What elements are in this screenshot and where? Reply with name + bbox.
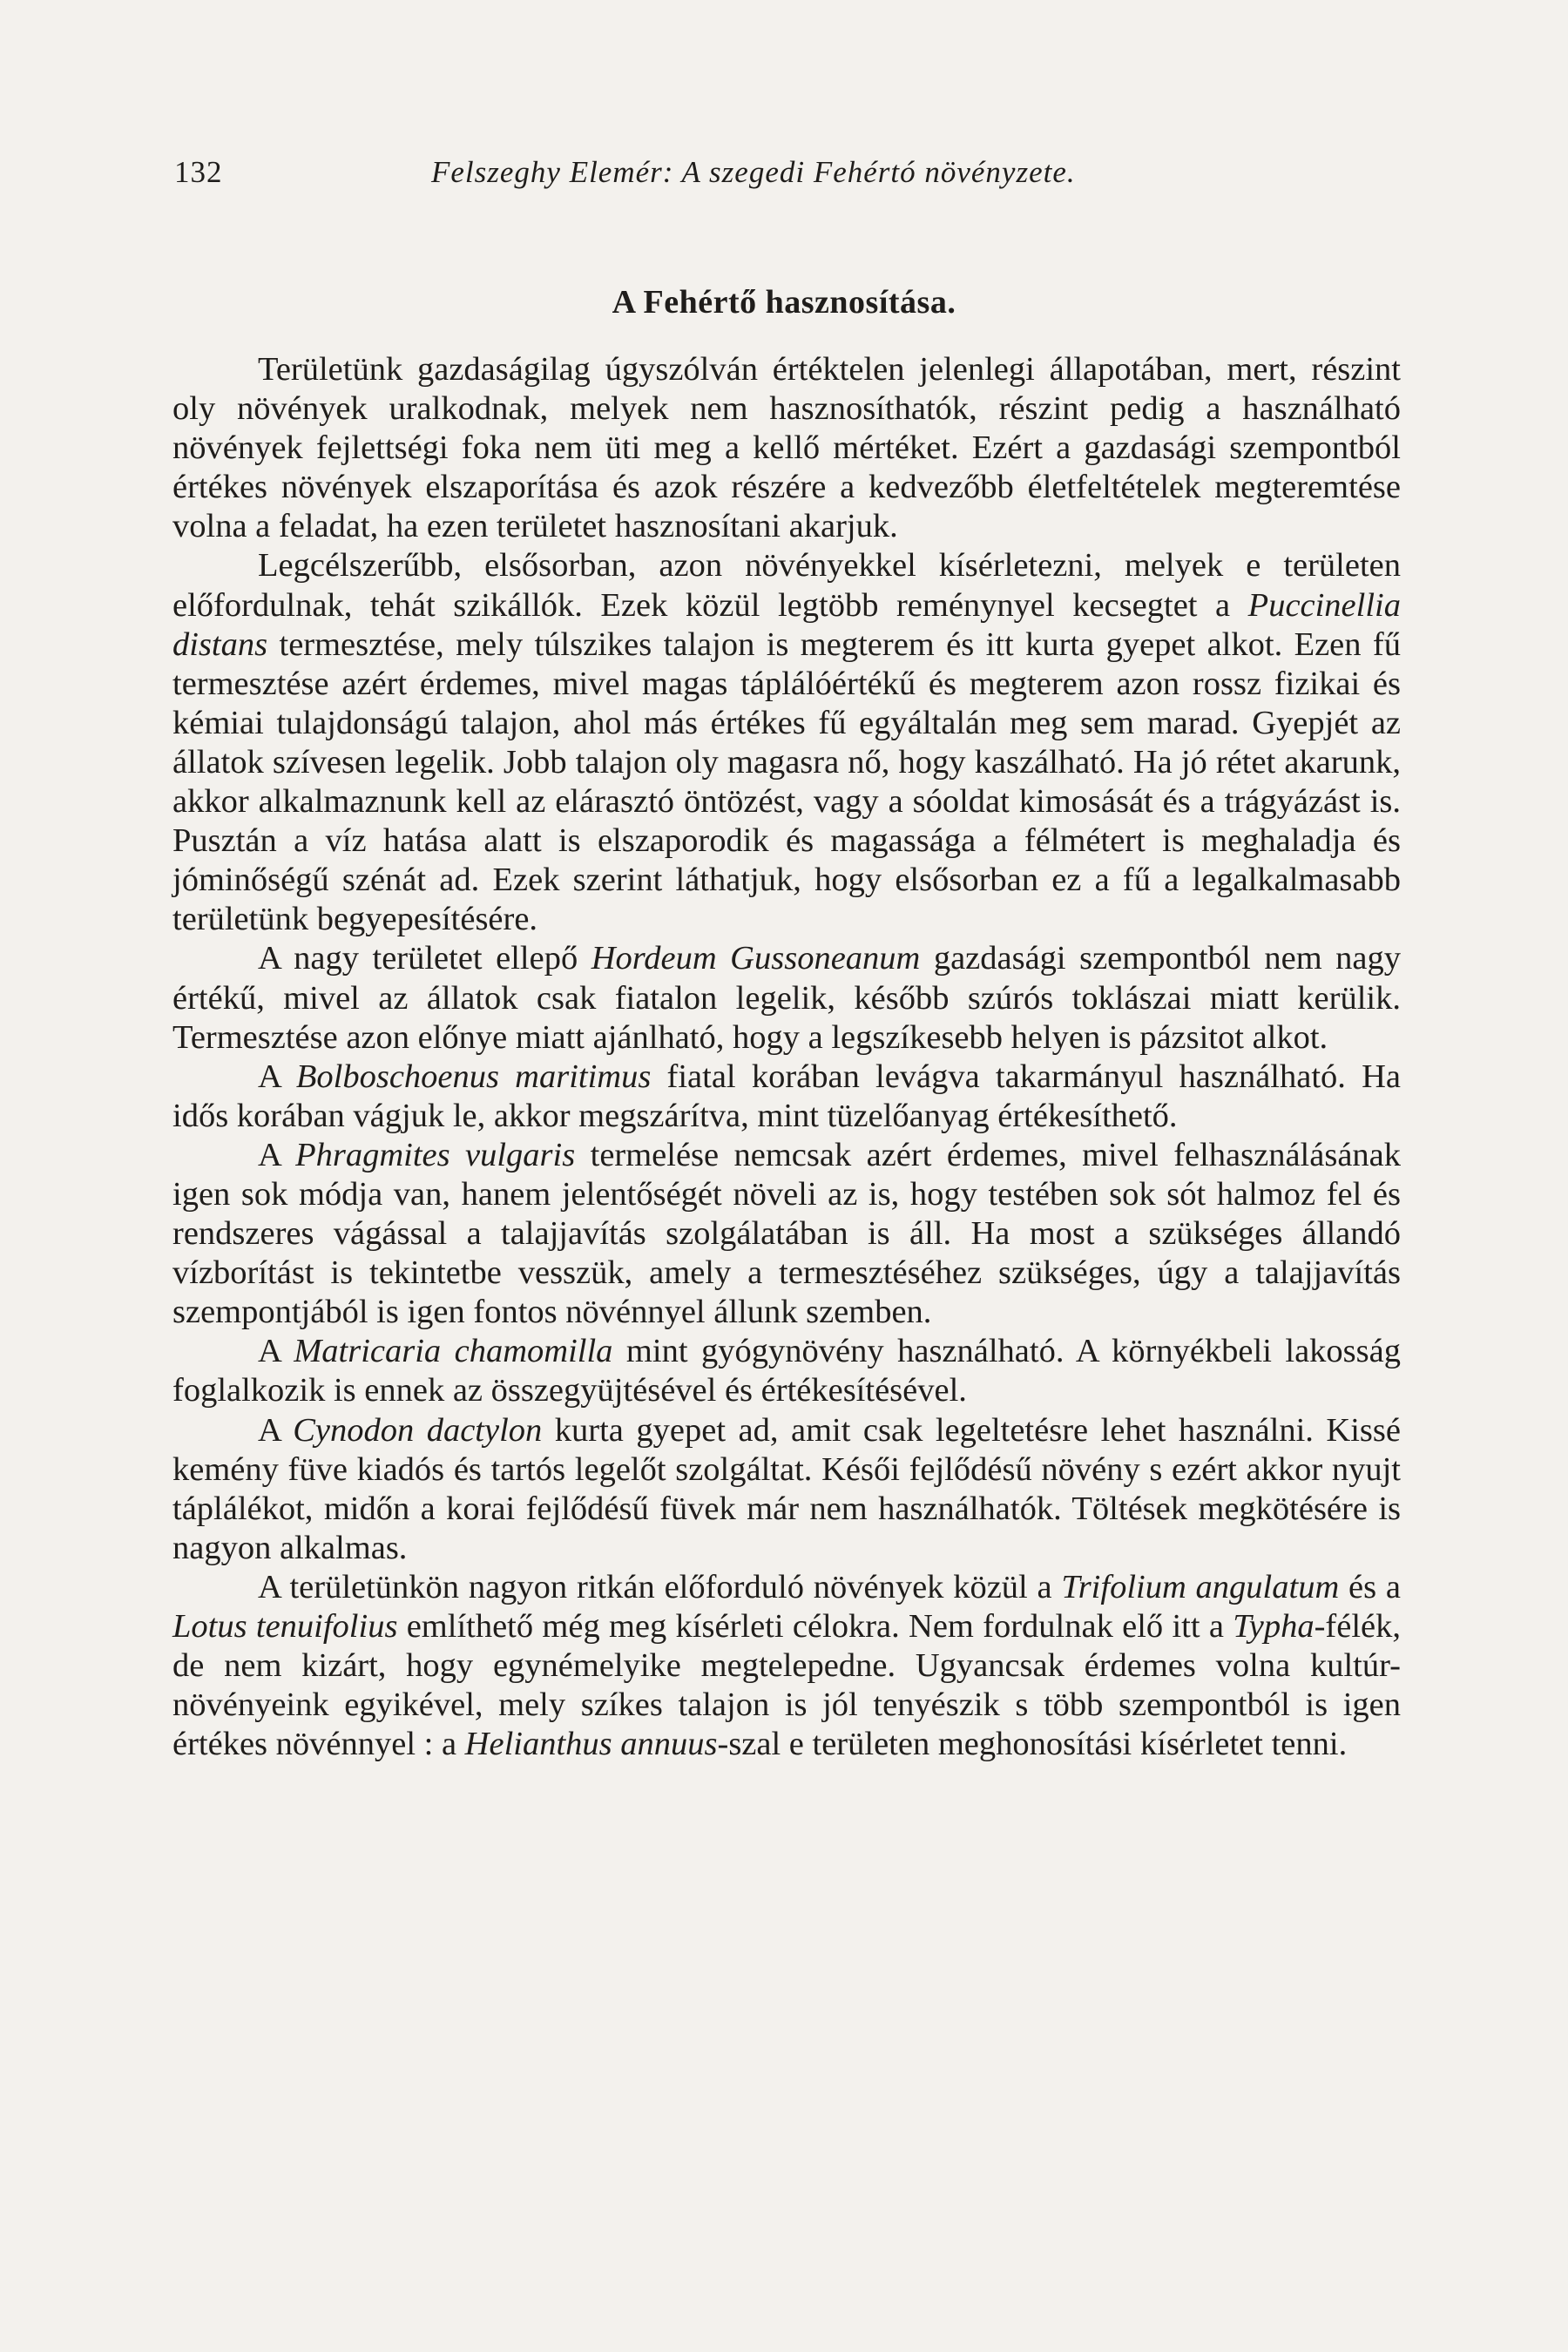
species-name: Typha: [1233, 1608, 1315, 1645]
paragraph: [172, 1058, 1401, 1136]
species-name: Matricaria chamomilla: [294, 1333, 613, 1370]
paragraph: [172, 1568, 1401, 1764]
article-body: [172, 350, 1401, 1764]
species-name: Bolboschoenus maritimus: [295, 1058, 652, 1095]
text-segment: termesztése, mely túlszikes talajon is megterem és itt kurta gyepet alkot. Ezen fű termesztése azért érdemes, mivel magas táplálóértékű és megterem azon rossz fizikai és kémiai tulajdonságú talajon, ahol más értékes fű egyáltalán meg sem marad. Gyepjét az állatok szívesen legelik. Jobb talajon oly magasra nő, hogy kaszálható. Ha jó rétet akarunk, akkor alkalmaznunk kell az elárasztó öntözést, vagy a sóoldat kimosását és a trágyázást is. Pusztán a víz hatása alatt is elszaporodik és magassága a félmétert is meghaladja és jóminőségű szénát ad. Ezek szerint láthatjuk, hogy elsősorban ez a fű a legalkalmasabb területünk begyepesítésére.: [172, 625, 1401, 938]
text-segment: -félék, de nem kizárt, hogy egynémelyike megtelepedne. Ugyancsak érdemes volna kultúr-növényeink egyikével, mely szíkes talajon is jól tenyészik s több szempontból is igen értékes növénnyel : a: [172, 1608, 1401, 1763]
paragraph: [172, 1411, 1401, 1568]
species-name: Cynodon dactylon: [293, 1411, 543, 1449]
text-segment: mint gyógynövény használható. A környékbeli lakosság foglalkozik is ennek az összegyüjtésével és értékesítésével.: [172, 1333, 1401, 1409]
text-segment: A: [258, 1333, 294, 1370]
running-title: Felszeghy Elemér: A szegedi Fehértó növényzete.: [431, 155, 1076, 189]
species-name: Hordeum Gussoneanum: [591, 940, 921, 977]
species-name: Phragmites vulgaris: [295, 1136, 576, 1173]
text-segment: A: [258, 1058, 296, 1095]
paragraph: [172, 1332, 1401, 1410]
text-segment: említhető még meg kísérleti célokra. Nem fordulnak elő itt a: [397, 1608, 1233, 1645]
paragraph: [172, 1136, 1401, 1332]
text-segment: A nagy területet ellepő: [258, 940, 591, 977]
species-name: Trifolium angulatum: [1061, 1568, 1340, 1605]
text-segment: Területünk gazdaságilag úgyszólván értéktelen jelenlegi állapotában, mert, részint oly növények uralkodnak, melyek nem hasznosíthatók, részint pedig a használható növények fejlettségi foka nem üti meg a kellő mértéket. Ezért a gazdasági szempontból értékes növények elszaporítása és azok részére a kedvezőbb életfeltételek megteremtése volna a feladat, ha ezen területet hasznosítani akarjuk.: [172, 351, 1401, 545]
text-segment: A: [258, 1136, 296, 1173]
text-segment: és a: [1339, 1568, 1402, 1605]
paragraph: [172, 350, 1401, 546]
species-name: Helianthus annuus: [464, 1726, 718, 1763]
text-segment: fiatal korában levágva takarmányul használható. Ha idős korában vágjuk le, akkor megszárítva, mint tüzelőanyag értékesíthető.: [172, 1058, 1401, 1134]
species-name: Lotus tenuifolius: [172, 1608, 398, 1645]
text-segment: A területünkön nagyon ritkán előforduló növények közül a: [258, 1568, 1062, 1605]
text-segment: A: [258, 1411, 294, 1449]
text-segment: -szal e területen meghonosítási kísérletet tenni.: [717, 1726, 1348, 1763]
text-segment: termelése nemcsak azért érdemes, mivel felhasználásának igen sok módja van, hanem jelentőségét növeli az is, hogy testében sok sót halmoz fel és rendszeres vágással a talajjavítás szolgálatában is áll. Ha most a szükséges állandó vízborítást is tekintetbe vesszük, amely a termesztéséhez szükséges, úgy a talajjavítás szempontjából is igen fontos növénnyel állunk szemben.: [172, 1136, 1401, 1331]
page-header: [174, 155, 1394, 199]
species-name: Puccinellia distans: [172, 586, 1401, 663]
text-segment: gazdasági szempontból nem nagy értékű, mivel az állatok csak fiatalon legelik, később szúrós toklászai miatt kerülik. Termesztése azon előnye miatt ajánlható, hogy a legszíkesebb helyen is pázsitot alkot.: [172, 940, 1401, 1056]
text-segment: kurta gyepet ad, amit csak legeltetésre lehet használni. Kissé kemény füve kiadós és tartós legelőt szolgáltat. Késői fejlődésű növény s ezért akkor nyujt táplálékot, midőn a korai fejlődésű füvek már nem használhatók. Töltések megkötésére is nagyon alkalmas.: [172, 1411, 1401, 1566]
paragraph: [172, 939, 1401, 1057]
text-segment: Legcélszerűbb, elsősorban, azon növényekkel kísérletezni, melyek e területen előfordulnak, tehát szikállók. Ezek közül legtöbb reménynyel kecsegtet a: [172, 547, 1401, 624]
paragraph: [172, 546, 1401, 939]
section-title: A Fehértő hasznosítása.: [612, 284, 956, 321]
page-number: 132: [174, 155, 223, 189]
